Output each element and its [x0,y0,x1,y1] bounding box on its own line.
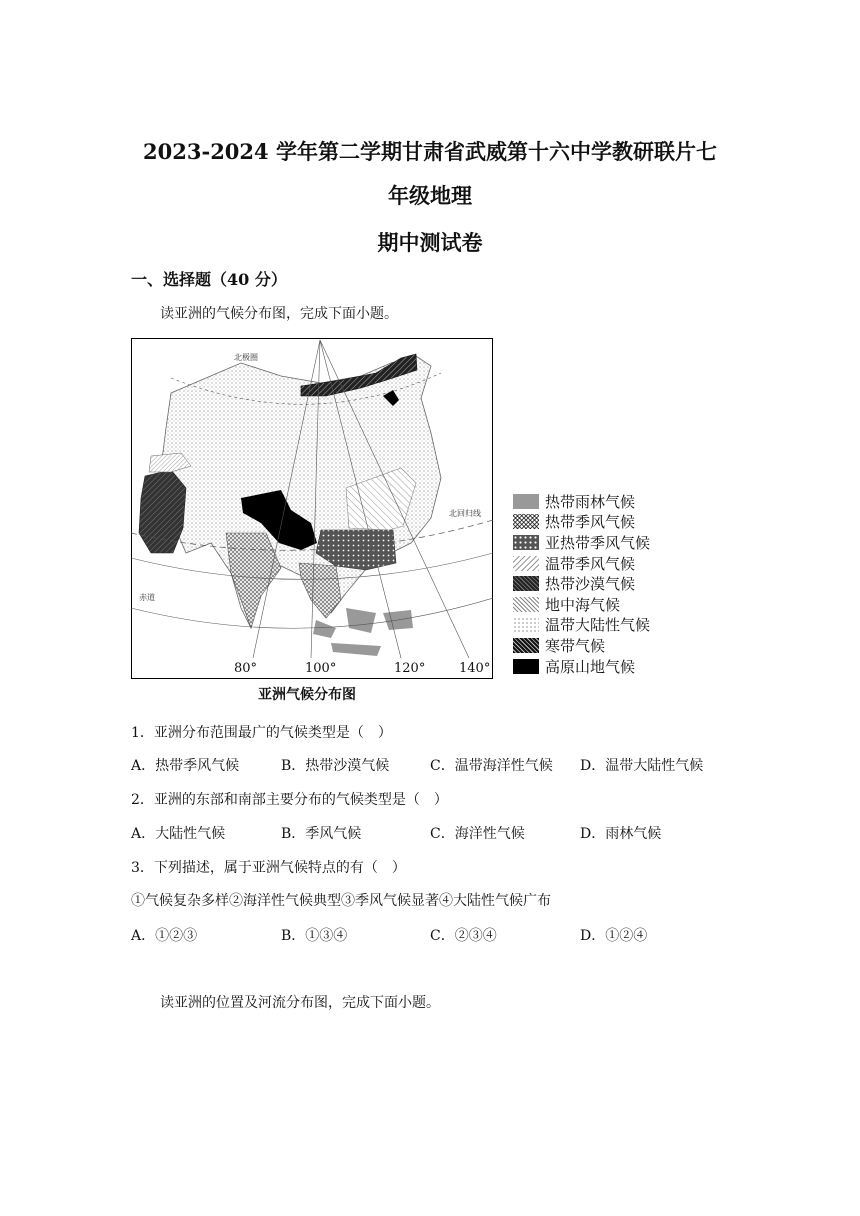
legend-label: 高原山地气候 [545,657,636,676]
label-equator: 赤道 [139,593,155,602]
longitude-label: 140° [459,661,491,676]
legend-item [513,512,650,533]
legend-item [513,573,650,594]
question-1-option-a: A．热带季风气候 [131,758,240,774]
intro-text-1: 读亚洲的气候分布图，完成下面小题。 [160,306,398,322]
legend-label: 热带沙漠气候 [545,575,636,594]
question-3-option-c: C．②③④ [430,928,497,944]
legend-item [513,615,650,636]
question-3-option-d: D．①②④ [580,928,648,944]
legend-swatch [513,617,539,632]
question-1-option-c: C．温带海洋性气候 [430,758,553,774]
question-3-stem: 3．下列描述，属于亚洲气候特点的有（ ） [131,860,406,876]
question-1-stem: 1．亚洲分布范围最广的气候类型是（ ） [131,725,392,741]
legend-item [513,553,650,574]
legend-label: 地中海气候 [545,595,621,614]
question-1-option-d: D．温带大陆性气候 [580,758,704,774]
legend-label: 温带大陆性气候 [545,616,651,635]
longitude-label: 80° [234,661,258,676]
legend-label: 热带雨林气候 [545,492,636,511]
label-tropic: 北回归线 [449,509,481,518]
legend-item [513,656,650,677]
legend-swatch [513,514,539,529]
label-arctic: 北极圈 [234,353,258,362]
question-2-option-a: A．大陆性气候 [131,826,226,842]
legend-label: 温带季风气候 [545,554,636,573]
question-1-option-b: B．热带沙漠气候 [281,758,390,774]
map-caption: 亚洲气候分布图 [258,687,356,703]
legend-label: 热带季风气候 [545,513,636,532]
asia-climate-map [131,338,493,679]
question-2-option-d: D．雨林气候 [580,826,662,842]
page-title-line-1: 2023-2024 学年第二学期甘肃省武威第十六中学教研联片七 [143,139,717,164]
legend-item [513,635,650,656]
question-2-option-c: C．海洋性气候 [430,826,525,842]
legend-swatch [513,638,539,653]
legend-item [513,532,650,553]
legend-swatch [513,576,539,591]
question-3-option-a: A．①②③ [131,928,198,944]
longitude-label: 100° [305,661,337,676]
legend-item [513,491,650,512]
legend-label: 寒带气候 [545,636,606,655]
question-2-stem: 2．亚洲的东部和南部主要分布的气候类型是（ ） [131,792,448,808]
legend-label: 亚热带季风气候 [545,533,651,552]
question-2-option-b: B．季风气候 [281,826,362,842]
legend-swatch [513,597,539,612]
page-title-line-2: 年级地理 [388,183,472,208]
map-legend [513,491,650,676]
legend-item [513,594,650,615]
legend-swatch [513,494,539,509]
longitude-label: 120° [394,661,426,676]
legend-swatch [513,556,539,571]
question-3-statements: ①气候复杂多样②海洋性气候典型③季风气候显著④大陆性气候广布 [131,893,551,909]
section-heading: 一、选择题（40 分） [131,270,287,289]
question-3-option-b: B．①③④ [281,928,348,944]
intro-text-2: 读亚洲的位置及河流分布图，完成下面小题。 [160,995,440,1011]
legend-swatch [513,659,539,674]
legend-swatch [513,535,539,550]
page-subtitle: 期中测试卷 [377,230,483,255]
